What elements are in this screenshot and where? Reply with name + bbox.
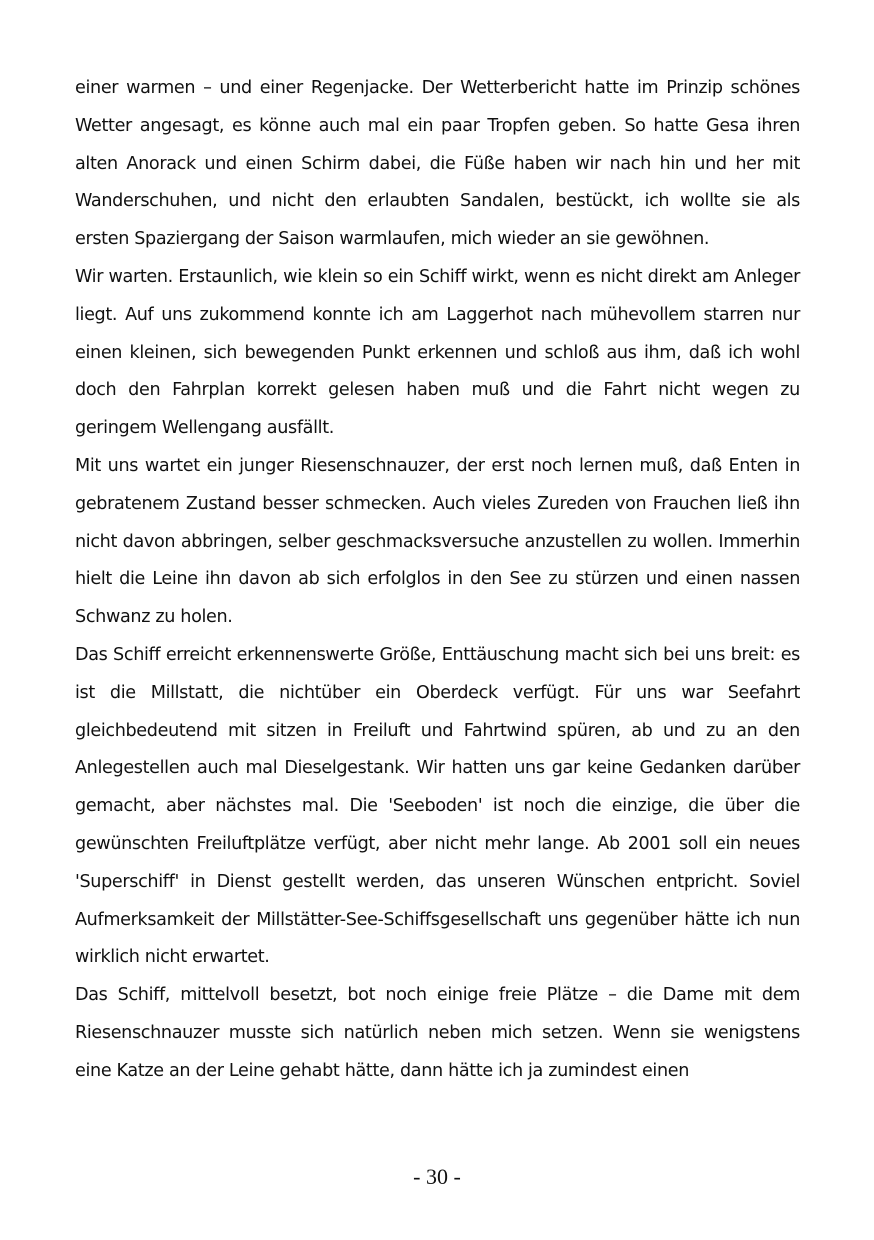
paragraph-4: Das Schiff erreicht erkennenswerte Größe, Enttäuschung macht sich bei uns breit: es ist die Millstatt, die nichtüber ein Oberdeck verfügt. Für uns war Seefahrt gleichbedeutend mit sitzen in Freiluft und Fahrtwind spüren, ab und zu an den Anlegestellen auch mal Dieselgestank. Wir hatten uns gar keine Gedanken darüber gemacht, aber nächstes mal. Die 'Seeboden' ist noch die einzige, die über die gewünschten Freiluftplätze verfügt, aber nicht mehr lange. Ab 2001 soll ein neues 'Superschiff' in Dienst gestellt werden, das unseren Wünschen entpricht. Soviel Aufmerksamkeit der Millstätter-See-Schiffsgesellschaft uns gegenüber hätte ich nun wirklich nicht erwartet. — [75, 644, 800, 968]
paragraph-2: Wir warten. Erstaunlich, wie klein so ein Schiff wirkt, wenn es nicht direkt am Anleger liegt. Auf uns zukommend konnte ich am Laggerhot nach mühevollem starren nur einen kleinen, sich bewegenden Punkt erkennen und schloß aus ihm, daß ich wohl doch den Fahrplan korrekt gelesen haben muß und die Fahrt nicht wegen zu geringem Wellengang ausfällt. — [75, 266, 800, 439]
paragraph-3: Mit uns wartet ein junger Riesenschnauzer, der erst noch lernen muß, daß Enten in gebratenem Zustand besser schmecken. Auch vieles Zureden von Frauchen ließ ihn nicht davon abbringen, selber geschmacksversuche anzustellen zu wollen. Immerhin hielt die Leine ihn davon ab sich erfolglos in den See zu stürzen und einen nassen Schwanz zu holen. — [75, 455, 800, 628]
page-number: - 30 - — [413, 1164, 461, 1189]
body-text — [75, 70, 800, 1091]
paragraph-1: einer warmen – und einer Regenjacke. Der Wetterbericht hatte im Prinzip schönes Wetter angesagt, es könne auch mal ein paar Tropfen geben. So hatte Gesa ihren alten Anorack und einen Schirm dabei, die Füße haben wir nach hin und her mit Wanderschuhen, und nicht den erlaubten Sandalen, bestückt, ich wollte sie als ersten Spaziergang der Saison warmlaufen, mich wieder an sie gewöhnen. — [75, 78, 800, 250]
paragraph-5: Das Schiff, mittelvoll besetzt, bot noch einige freie Plätze – die Dame mit dem Riesenschnauzer musste sich natürlich neben mich setzen. Wenn sie wenigstens eine Katze an der Leine gehabt hätte, dann hätte ich ja zumindest einen — [75, 985, 800, 1081]
